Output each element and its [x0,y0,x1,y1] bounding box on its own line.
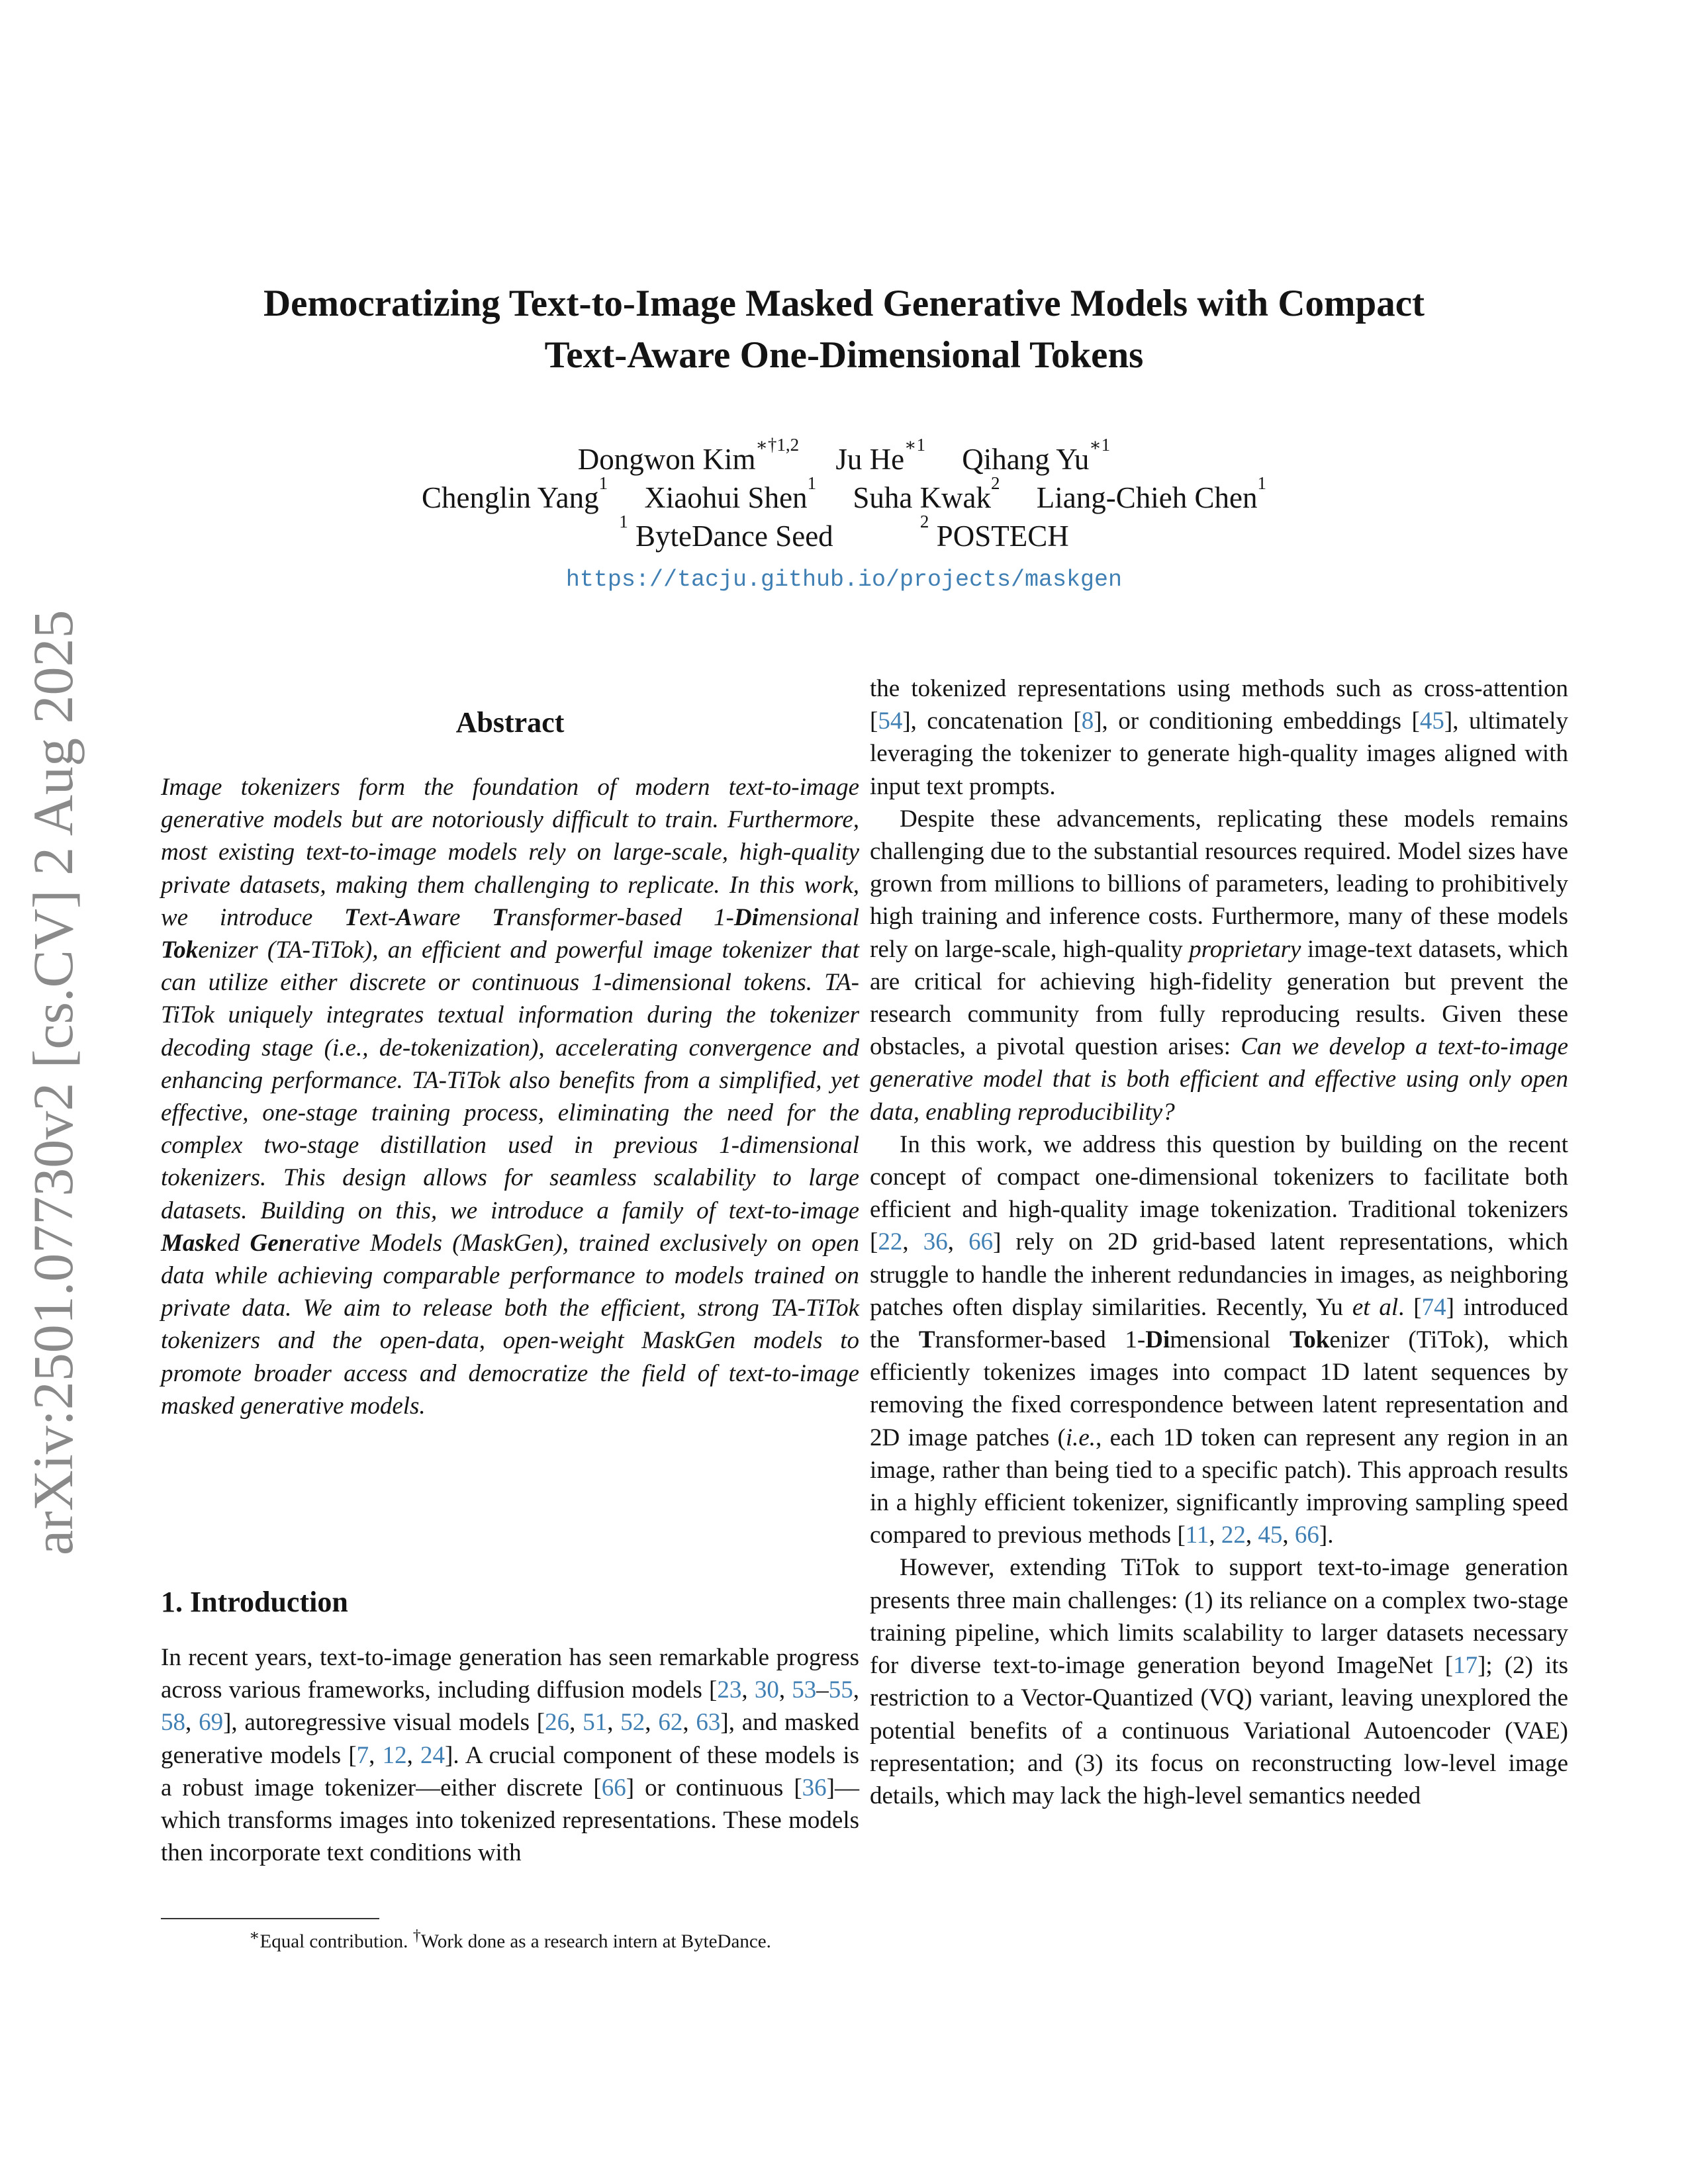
citation-link[interactable]: 22 [1221,1522,1246,1549]
paper-title [0,278,1688,381]
project-url-link[interactable]: https://tacju.github.io/projects/maskgen [565,567,1123,593]
author: Liang-Chieh Chen$^1$ [1036,473,1266,514]
affiliation: $^2$ POSTECH [919,512,1069,553]
citation-link[interactable]: 24 [420,1741,445,1769]
citation-link[interactable]: 45 [1419,707,1444,735]
citation-link[interactable]: 45 [1258,1522,1283,1549]
author: Qihang $Yu^{∗1}$ [962,435,1111,476]
citation-link[interactable]: 17 [1453,1652,1478,1680]
abstract-heading: Abstract [455,706,565,739]
title-line-2: Text-Aware One-Dimensional Tokens [544,334,1144,376]
paragraph: However, extending TiTok to support text-to-image generation presents three main challenges: (1) its reliance on a complex two-stage training pipeline, which limits scalability to larger datasets necessary for diverse text-to-image generation beyond ImageNet [17]; (2) its restriction to a Vector-Quantized (VQ) variant, leaving unexplored the potential benefits of a continuous Variational Autoencoder (VAE) representation; and (3) its focus on reconstructing low-level image details, which may lack the high-level semantics needed [870,1554,1568,1809]
author: Chenglin Yang$^1$ [422,473,608,514]
author: Suha Kwak$^2$ [853,473,1000,514]
citation-link[interactable]: 11 [1185,1522,1209,1549]
author: Xiaohui Shen$^1$ [644,473,817,514]
citation-link[interactable]: 52 [620,1709,645,1737]
citation-link[interactable]: 36 [802,1774,827,1801]
title-line-1: Democratizing Text-to-Image Masked Generative Models with Compact [263,283,1425,324]
citation-link[interactable]: 30 [754,1676,779,1704]
paragraph: Despite these advancements, replicating these models remains challenging due to the substantial resources required. Model sizes have grown from millions to billions of parameters, leading to prohibitively high training and inference costs. Furthermore, many of these models rely on large-scale, high-quality proprietary image-text datasets, which are critical for achieving high-fidelity generation but prevent the research community from fully reproducing results. Given these obstacles, a pivotal question arises: Can we develop a text-to-image generative model that is both efficient and effective using only open data, enabling reproducibility? [870,805,1568,1126]
author-row-2 [0,473,1688,517]
citation-link[interactable]: 51 [583,1709,608,1737]
citation-link[interactable]: 69 [199,1709,224,1737]
citation-link[interactable]: 12 [382,1741,407,1769]
citation-link[interactable]: 55 [828,1676,853,1704]
citation-link[interactable]: 66 [968,1228,994,1256]
citation-link[interactable]: 66 [601,1774,626,1801]
citation-link[interactable]: 26 [545,1709,570,1737]
author: Dongwon Kim$^{∗\dagger 1,2}$ [577,435,800,476]
paragraph: In this work, we address this question by building on the recent concept of compact one-dimensional tokenizers to facilitate both efficient and high-quality image tokenization. Traditional tokenizers [22, 36, 66] rely on 2D grid-based latent representations, which struggle to handle the inherent redundancies in images, as neighboring patches often display similarities. Recently, Yu et al. [74] introduced the Transformer-based 1-Dimensional Tokenizer (TiTok), which efficiently tokenizes images into compact 1D latent sequences by removing the fixed correspondence between latent representation and 2D image patches (i.e., each 1D token can represent any region in an image, rather than being tied to a specific patch). This approach results in a highly efficient tokenizer, significantly improving sampling speed compared to previous methods [11, 22, 45, 66]. [870,1130,1569,1549]
citation-link[interactable]: 62 [658,1709,683,1737]
citation-link[interactable]: 66 [1294,1522,1319,1549]
author-row-1 [0,435,1688,478]
affiliation: $^1$ ByteDance Seed [619,512,833,553]
affiliations [0,512,1688,555]
citation-link[interactable]: 7 [356,1741,369,1769]
paragraph: the tokenized representations using methods such as cross-attention [54], concatenation [8], or conditioning embeddings [45], ultimately leveraging the tokenizer to generate high-quality images aligned with input text prompts. [870,675,1568,800]
footnote-rule [161,1918,379,1919]
introduction-heading: 1. Introduction [161,1586,348,1618]
arxiv-side-label: arXiv:2501.07730v2 [cs.CV] 2 Aug 2025 [21,610,85,1555]
citation-link[interactable]: 74 [1421,1293,1446,1321]
citation-link[interactable]: 53 [792,1676,817,1704]
citation-link[interactable]: 58 [161,1709,185,1737]
footnote: ∗Equal contribution. †Work done as a research intern at ByteDance. [249,1927,771,1952]
citation-link[interactable]: 8 [1081,707,1094,735]
citation-link[interactable]: 63 [696,1709,721,1737]
citation-link[interactable]: 36 [923,1228,948,1256]
introduction-text: In recent years, text-to-image generation has seen remarkable progress across various frameworks, including diffusion models [23, 30, 53–55, 58, 69], autoregressive visual models [26, 51, 52, 62, 63], and masked generative models [7, 12, 24]. A crucial component of these models is a robust image tokenizer—either discrete [66] or continuous [36]—which transforms images into tokenized representations. These models then incorporate text conditions with [161,1644,860,1867]
citation-link[interactable]: 54 [878,707,903,735]
citation-link[interactable]: 23 [717,1676,742,1704]
abstract-text: Image tokenizers form the foundation of modern text-to-image generative models but are notoriously difficult to train. Furthermore, most existing text-to-image models rely on large-scale, high-quality private datasets, making them challenging to replicate. In this work, we introduce Text-Aware Transformer-based 1-Dimensional Tokenizer (TA-TiTok), an efficient and powerful image tokenizer that can utilize either discrete or continuous 1-dimensional tokens. TA-TiTok uniquely integrates textual information during the tokenizer decoding stage (i.e., de-tokenization), accelerating convergence and enhancing performance. TA-TiTok also benefits from a simplified, yet effective, one-stage training process, eliminating the need for the complex two-stage distillation used in previous 1-dimensional tokenizers. This design allows for seamless scalability to large datasets. Building on this, we introduce a family of text-to-image Masked Generative Models (MaskGen), trained exclusively on open data while achieving comparable performance to models trained on private data. We aim to release both the efficient, strong TA-TiTok tokenizers and the open-data, open-weight MaskGen models to promote broader access and democratize the field of text-to-image masked generative models. [161,774,859,1420]
author: Ju $He^{∗1}$ [835,435,925,476]
citation-link[interactable]: 22 [878,1228,903,1256]
right-column-text [870,672,1568,1812]
